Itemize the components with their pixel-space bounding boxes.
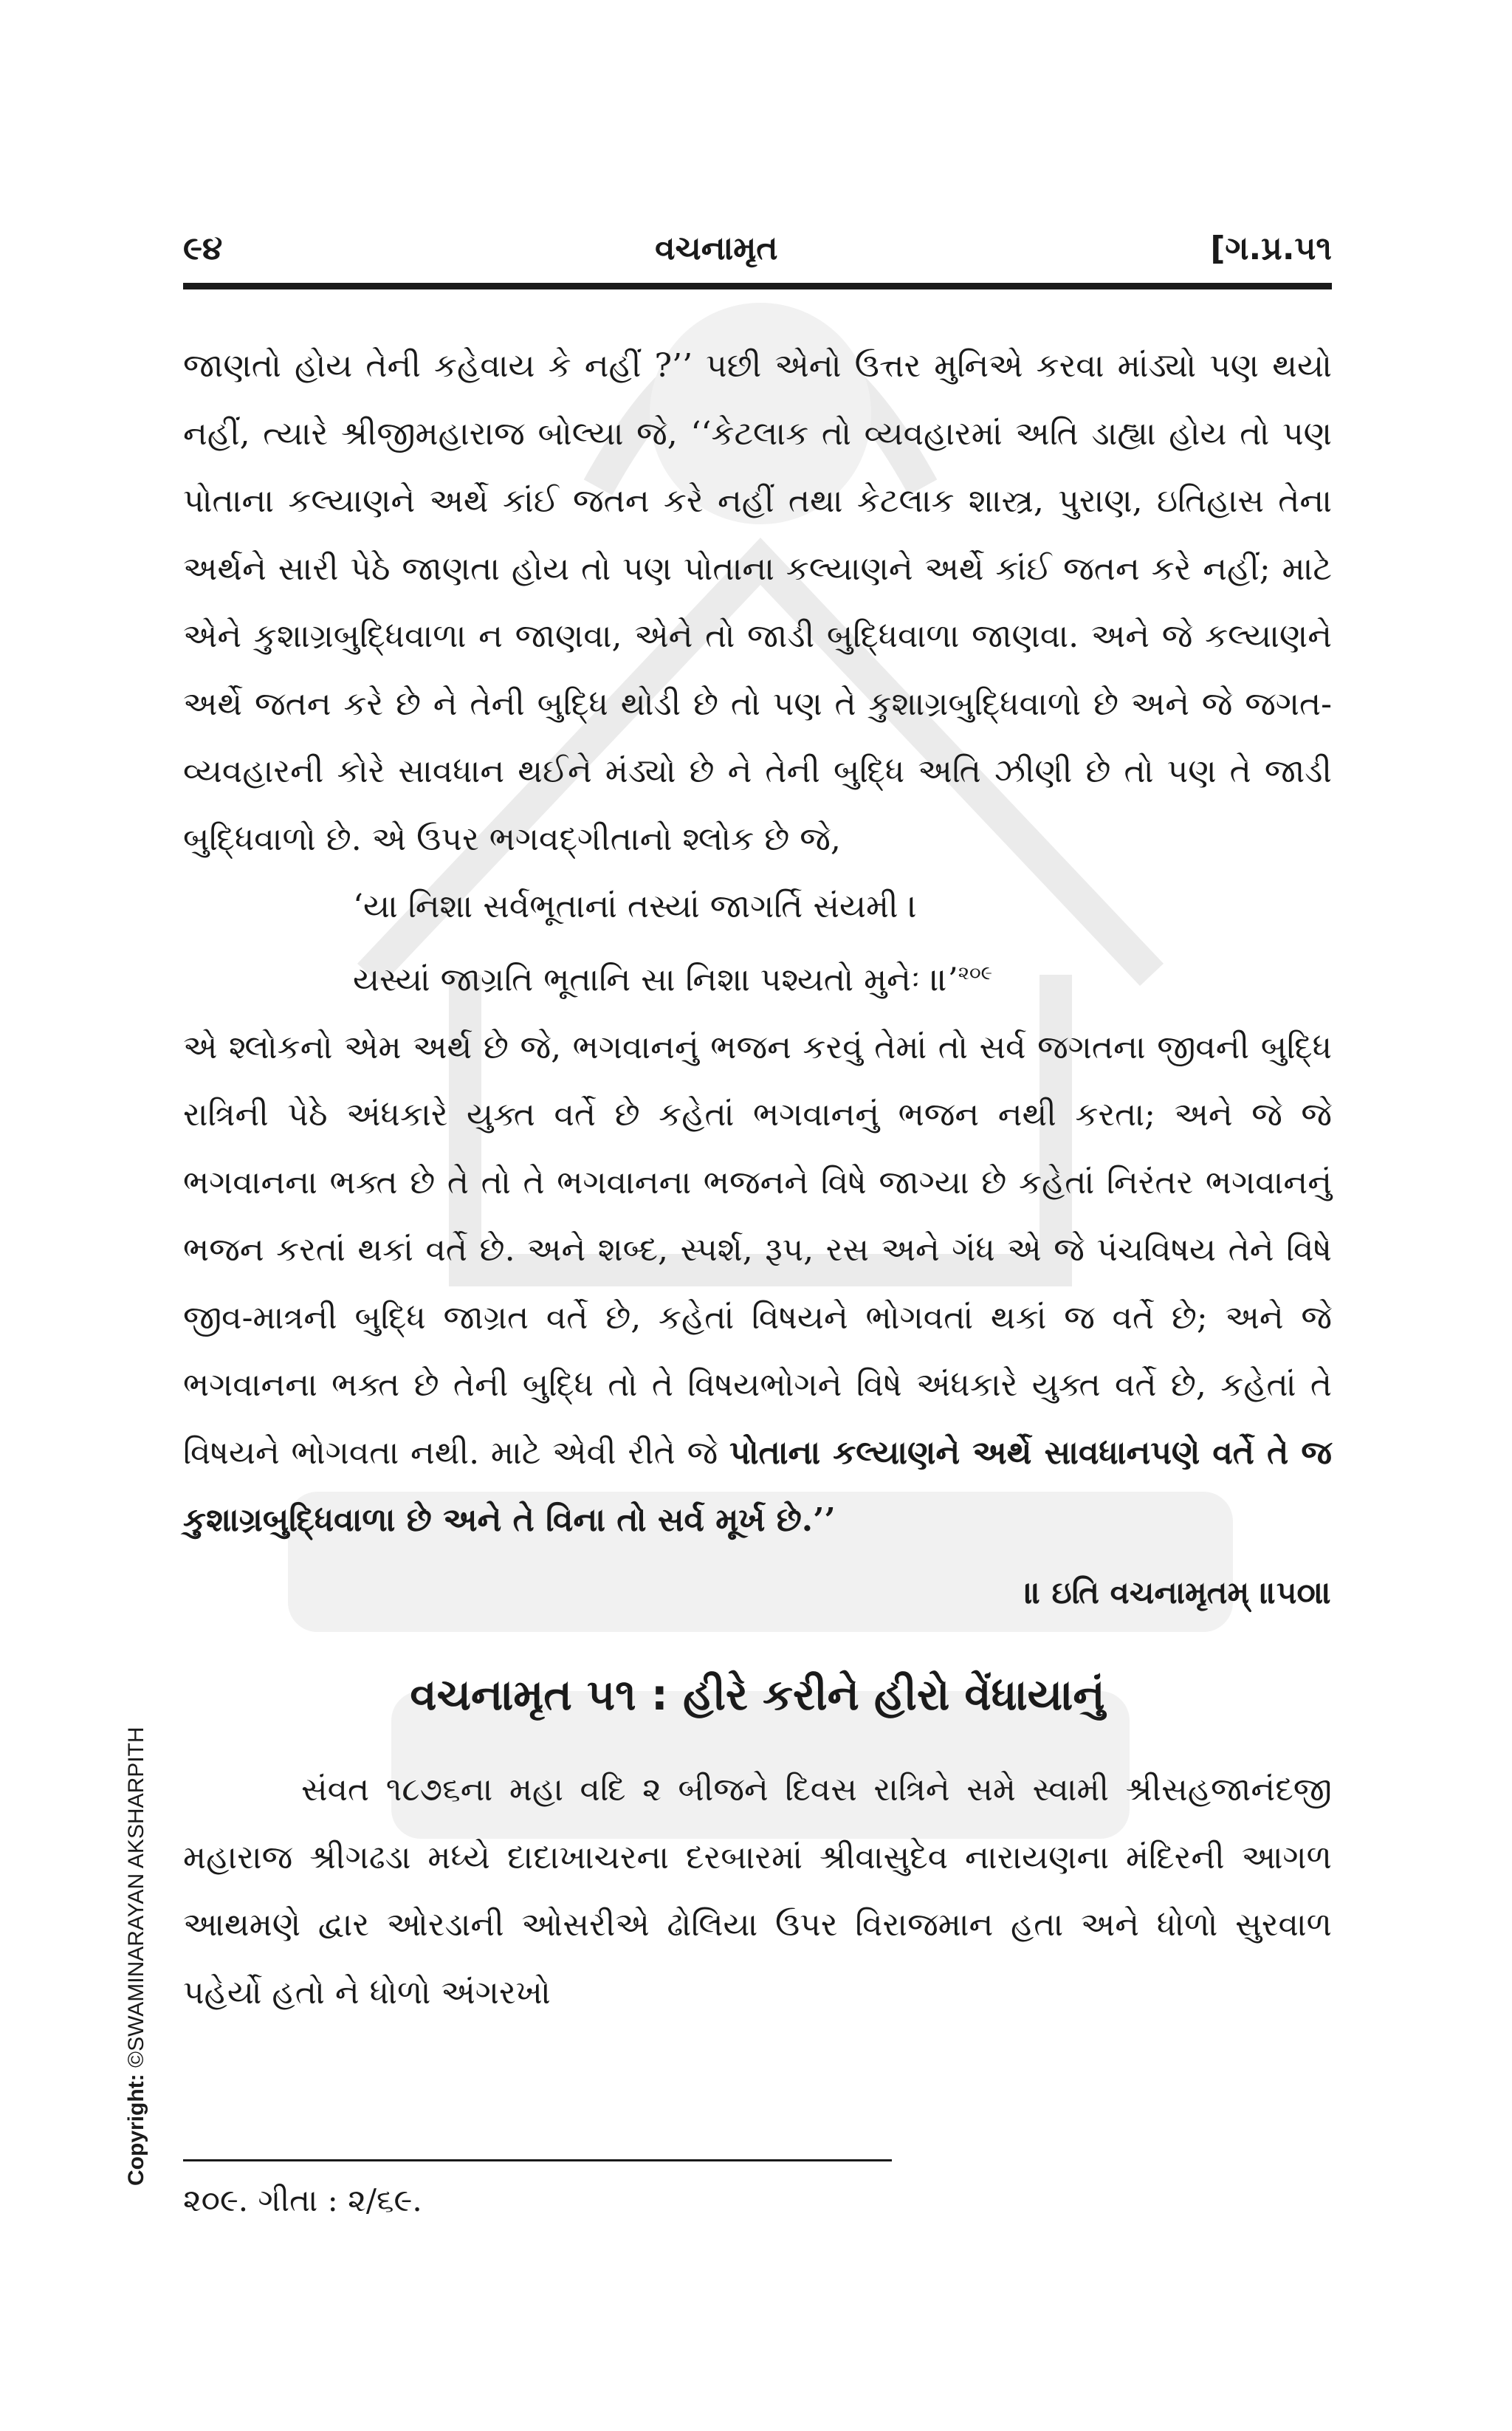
- paragraph-2-bold: પોતાના કલ્યાણને અર્થે સાવધાનપણે વર્તે તે જ કુશાગ્રબુદ્ધિવાળા છે અને તે વિના તો સર્વ મૂર્ખ છે.’’: [183, 1433, 1332, 1540]
- main-text: [183, 332, 1332, 2026]
- iti-vachanamrutam: ॥ ઇતિ વચનામૃતમ્ ॥૫૦॥: [1024, 1574, 1332, 1611]
- copyright-label: Copyright:: [124, 2074, 148, 2186]
- chapter-title: વચનામૃત ૫૧ : હીરે કરીને હીરો વેંધાયાનું: [410, 1670, 1105, 1721]
- footnote-marker: ૨૦૯: [958, 962, 993, 984]
- copyright-holder: ©SWAMINARAYAN AKSHARPITH: [124, 1727, 148, 2068]
- section-reference: [ગ.પ્ર.૫૧: [1210, 229, 1332, 267]
- shloka-line-1: ‘યા નિશા સર્વભૂતાનાં તસ્યાં જાગર્તિ સંયમી ।: [353, 888, 918, 925]
- footnote-rule: [183, 2159, 892, 2161]
- page-number: ૯૪: [183, 229, 223, 267]
- paragraph-3: સંવત ૧૮૭૬ના મહા વદિ ૨ બીજને દિવસ રાત્રિને સમે સ્વામી શ્રીસહજાનંદજી મહારાજ શ્રીગઢડા મધ્યે દાદાખાચરના દરબારમાં શ્રીવાસુદેવ નારાયણના મંદિરની આગળ આથમણે દ્વાર ઓરડાની ઓસરીએ ઢોલિયા ઉપર વિરાજમાન હતા અને ધોળો સુરવાળ પહેર્યો હતો ને ધોળો અંગરખો: [183, 1771, 1332, 2012]
- paragraph-1: જાણતો હોય તેની કહેવાય કે નહીં ?’’ પછી એનો ઉત્તર મુનિએ કરવા માંડ્યો પણ થયો નહીં, ત્યારે શ્રીજીમહારાજ બોલ્યા જે, ‘‘કેટલાક તો વ્યવહારમાં અતિ ડાહ્યા હોય તો પણ પોતાના કલ્યાણને અર્થે કાંઈ જતન કરે નહીં તથા કેટલાક શાસ્ત્ર, પુરાણ, ઇતિહાસ તેના અર્થને સારી પેઠે જાણતા હોય તો પણ પોતાના કલ્યાણને અર્થે કાંઈ જતન કરે નહીં; માટે એને કુશાગ્રબુદ્ધિવાળા ન જાણવા, એને તો જાડી બુદ્ધિવાળા જાણવા. અને જે કલ્યાણને અર્થે જતન કરે છે ને તેની બુદ્ધિ થોડી છે તો પણ તે કુશાગ્રબુદ્ધિવાળો છે અને જે જગત-વ્યવહારની કોરે સાવધાન થઈને મંડ્યો છે ને તેની બુદ્ધિ અતિ ઝીણી છે તો પણ તે જાડી બુદ્ધિવાળો છે. એ ઉપર ભગવદ્ગીતાનો શ્લોક છે જે,: [183, 347, 1332, 858]
- running-header: [183, 219, 1332, 278]
- footnote: ૨૦૯. ગીતા : ૨/૬૯.: [183, 2182, 422, 2218]
- paragraph-2: [183, 1014, 1332, 1554]
- book-title: વચનામૃત: [655, 229, 778, 267]
- shloka-line-2: [183, 940, 1332, 1014]
- header-rule: [183, 283, 1332, 289]
- paragraph-2-text: એ શ્લોકનો એમ અર્થ છે જે, ભગવાનનું ભજન કરવું તેમાં તો સર્વ જગતના જીવની બુદ્ધિ રાત્રિની પેઠે અંધકારે યુક્ત વર્તે છે કહેતાં ભગવાનનું ભજન નથી કરતા; અને જે જે ભગવાનના ભક્ત છે તે તો તે ભગવાનના ભજનને વિષે જાગ્યા છે કહેતાં નિરંતર ભગવાનનું ભજન કરતાં થકાં વર્તે છે. અને શબ્દ, સ્પર્શ, રૂપ, રસ અને ગંધ એ જે પંચવિષય તેને વિષે જીવ-માત્રની બુદ્ધિ જાગ્રત વર્તે છે, કહેતાં વિષયને ભોગવતાં થકાં જ વર્તે છે; અને જે ભગવાનના ભક્ત છે તેની બુદ્ધિ તો તે વિષયભોગને વિષે અંધકારે યુક્ત વર્તે છે, કહેતાં તે વિષયને ભોગવતા નથી. માટે એવી રીતે જે: [183, 1028, 1332, 1472]
- copyright-notice: [124, 1625, 154, 2186]
- shloka-line-2-text: યસ્યાં જાગ્રતિ ભૂતાનિ સા નિશા પશ્યતો મુનેઃ ॥’: [353, 961, 958, 999]
